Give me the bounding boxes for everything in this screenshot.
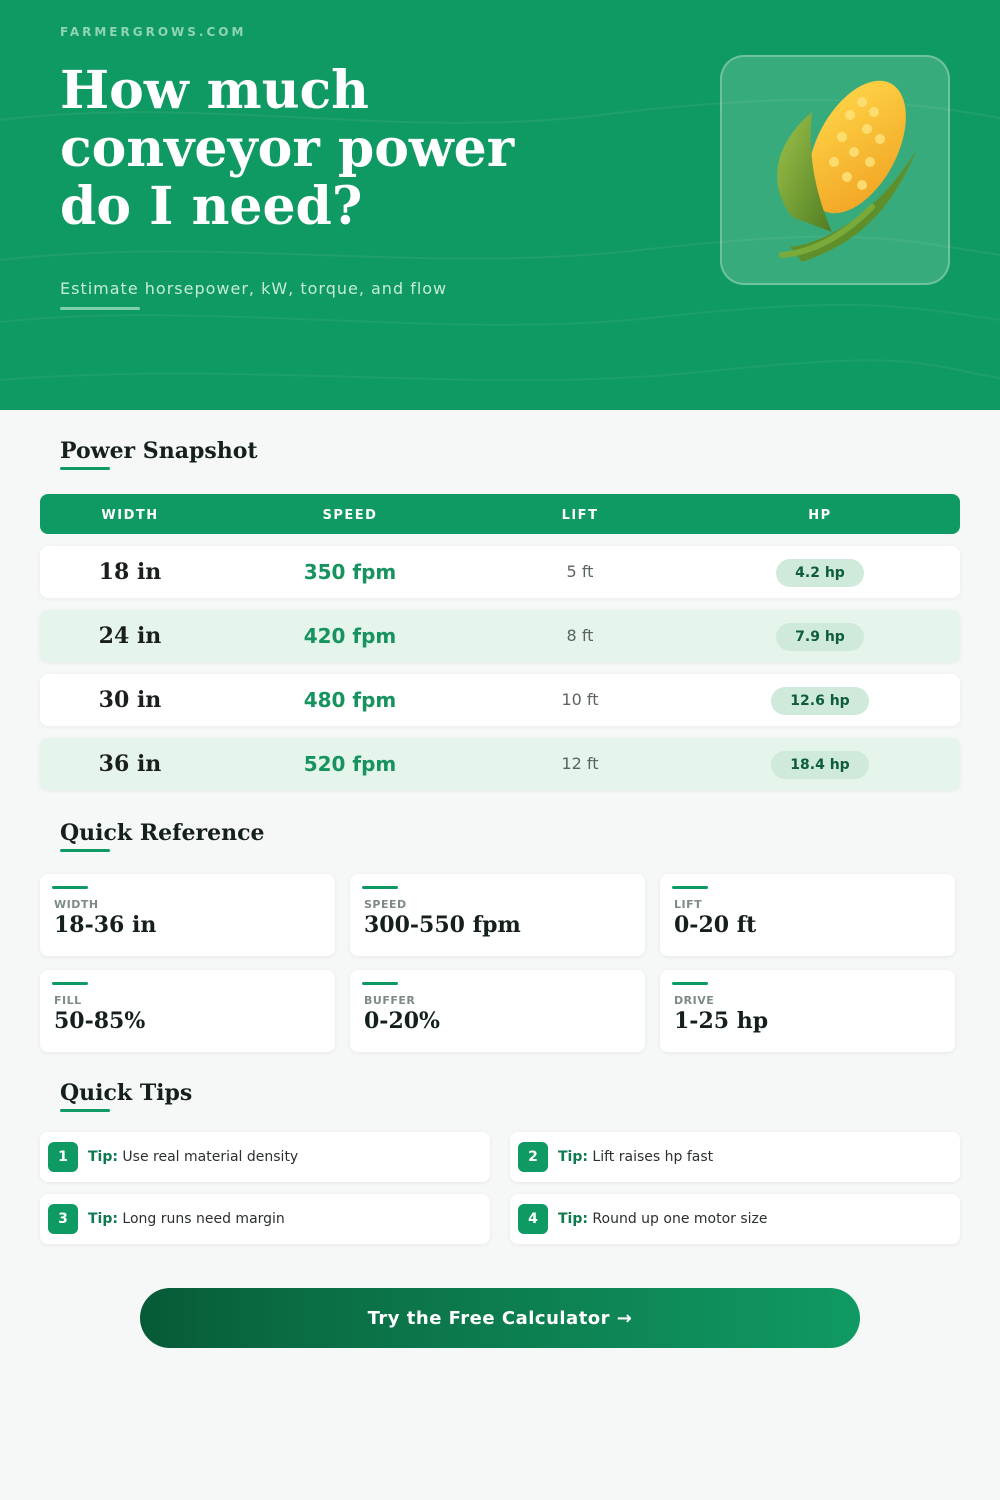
section-title-power-snapshot: Power Snapshot <box>60 438 258 464</box>
width-cell: 18 in <box>98 559 162 585</box>
width-cell: 24 in <box>98 623 162 649</box>
hero-banner <box>0 0 1000 410</box>
speed-cell: 350 fpm <box>303 560 397 584</box>
card-value: 0-20 ft <box>674 912 757 938</box>
table-row <box>40 546 960 598</box>
card-accent <box>672 982 708 985</box>
hp-cell <box>720 546 920 598</box>
tip-body: Long runs need margin <box>122 1211 285 1227</box>
page-title: How much conveyor power do I need? <box>60 60 515 237</box>
tip-body: Use real material density <box>122 1149 299 1165</box>
tip-text <box>558 1194 768 1244</box>
card-accent <box>672 886 708 889</box>
card-label: FILL <box>54 994 82 1007</box>
tip-text <box>558 1132 713 1182</box>
card-value: 18-36 in <box>54 912 157 938</box>
tip-item <box>510 1132 960 1182</box>
tip-number-badge: 2 <box>518 1142 548 1172</box>
hp-cell <box>720 610 920 662</box>
section-underline <box>60 467 110 470</box>
lift-cell: 10 ft <box>561 690 599 709</box>
tip-text <box>88 1132 298 1182</box>
card-label: WIDTH <box>54 898 99 911</box>
card-accent <box>52 886 88 889</box>
column-header-lift: LIFT <box>561 508 599 523</box>
hp-badge: 18.4 hp <box>771 751 868 779</box>
table-row <box>40 610 960 662</box>
hp-cell <box>720 738 920 790</box>
hp-badge: 4.2 hp <box>776 559 864 587</box>
lift-cell: 12 ft <box>561 754 599 773</box>
card-value: 0-20% <box>364 1008 440 1034</box>
site-name[interactable]: FARMERGROWS.COM <box>60 25 247 39</box>
page-subtitle: Estimate horsepower, kW, torque, and flow <box>60 279 448 298</box>
hp-badge: 7.9 hp <box>776 623 864 651</box>
section-title-quick-reference: Quick Reference <box>60 820 265 846</box>
tip-item <box>40 1132 490 1182</box>
tip-number-badge: 1 <box>48 1142 78 1172</box>
tip-number-badge: 3 <box>48 1204 78 1234</box>
section-underline <box>60 1109 110 1112</box>
reference-card-speed <box>350 874 645 956</box>
card-label: DRIVE <box>674 994 715 1007</box>
reference-card-width <box>40 874 335 956</box>
width-cell: 30 in <box>98 687 162 713</box>
table-row <box>40 674 960 726</box>
speed-cell: 520 fpm <box>303 752 397 776</box>
tip-text <box>88 1194 285 1244</box>
reference-card-buffer <box>350 970 645 1052</box>
column-header-width: WIDTH <box>101 508 159 523</box>
card-accent <box>52 982 88 985</box>
reference-card-drive <box>660 970 955 1052</box>
column-header-hp: HP <box>808 508 832 523</box>
tip-prefix: Tip: <box>88 1149 118 1165</box>
tip-number-badge: 4 <box>518 1204 548 1234</box>
tip-prefix: Tip: <box>558 1211 588 1227</box>
card-accent <box>362 982 398 985</box>
reference-card-lift <box>660 874 955 956</box>
width-cell: 36 in <box>98 751 162 777</box>
hp-badge: 12.6 hp <box>771 687 868 715</box>
subtitle-underline <box>60 307 140 310</box>
tip-body: Lift raises hp fast <box>592 1149 714 1165</box>
card-value: 300-550 fpm <box>364 912 521 938</box>
card-label: LIFT <box>674 898 703 911</box>
card-label: SPEED <box>364 898 407 911</box>
tip-item <box>40 1194 490 1244</box>
reference-card-fill <box>40 970 335 1052</box>
lift-cell: 5 ft <box>566 562 594 581</box>
icon-tile <box>720 55 950 285</box>
section-underline <box>60 849 110 852</box>
card-value: 1-25 hp <box>674 1008 769 1034</box>
tip-body: Round up one motor size <box>592 1211 768 1227</box>
speed-cell: 480 fpm <box>303 688 397 712</box>
column-header-speed: SPEED <box>322 508 378 523</box>
tip-item <box>510 1194 960 1244</box>
card-value: 50-85% <box>54 1008 146 1034</box>
lift-cell: 8 ft <box>566 626 594 645</box>
corn-icon <box>722 57 952 287</box>
card-accent <box>362 886 398 889</box>
free-calculator-button[interactable]: Try the Free Calculator → <box>140 1288 860 1348</box>
table-header <box>40 494 960 534</box>
speed-cell: 420 fpm <box>303 624 397 648</box>
hp-cell <box>720 674 920 726</box>
card-label: BUFFER <box>364 994 416 1007</box>
tip-prefix: Tip: <box>88 1211 118 1227</box>
tip-prefix: Tip: <box>558 1149 588 1165</box>
table-row <box>40 738 960 790</box>
section-title-quick-tips: Quick Tips <box>60 1080 193 1106</box>
